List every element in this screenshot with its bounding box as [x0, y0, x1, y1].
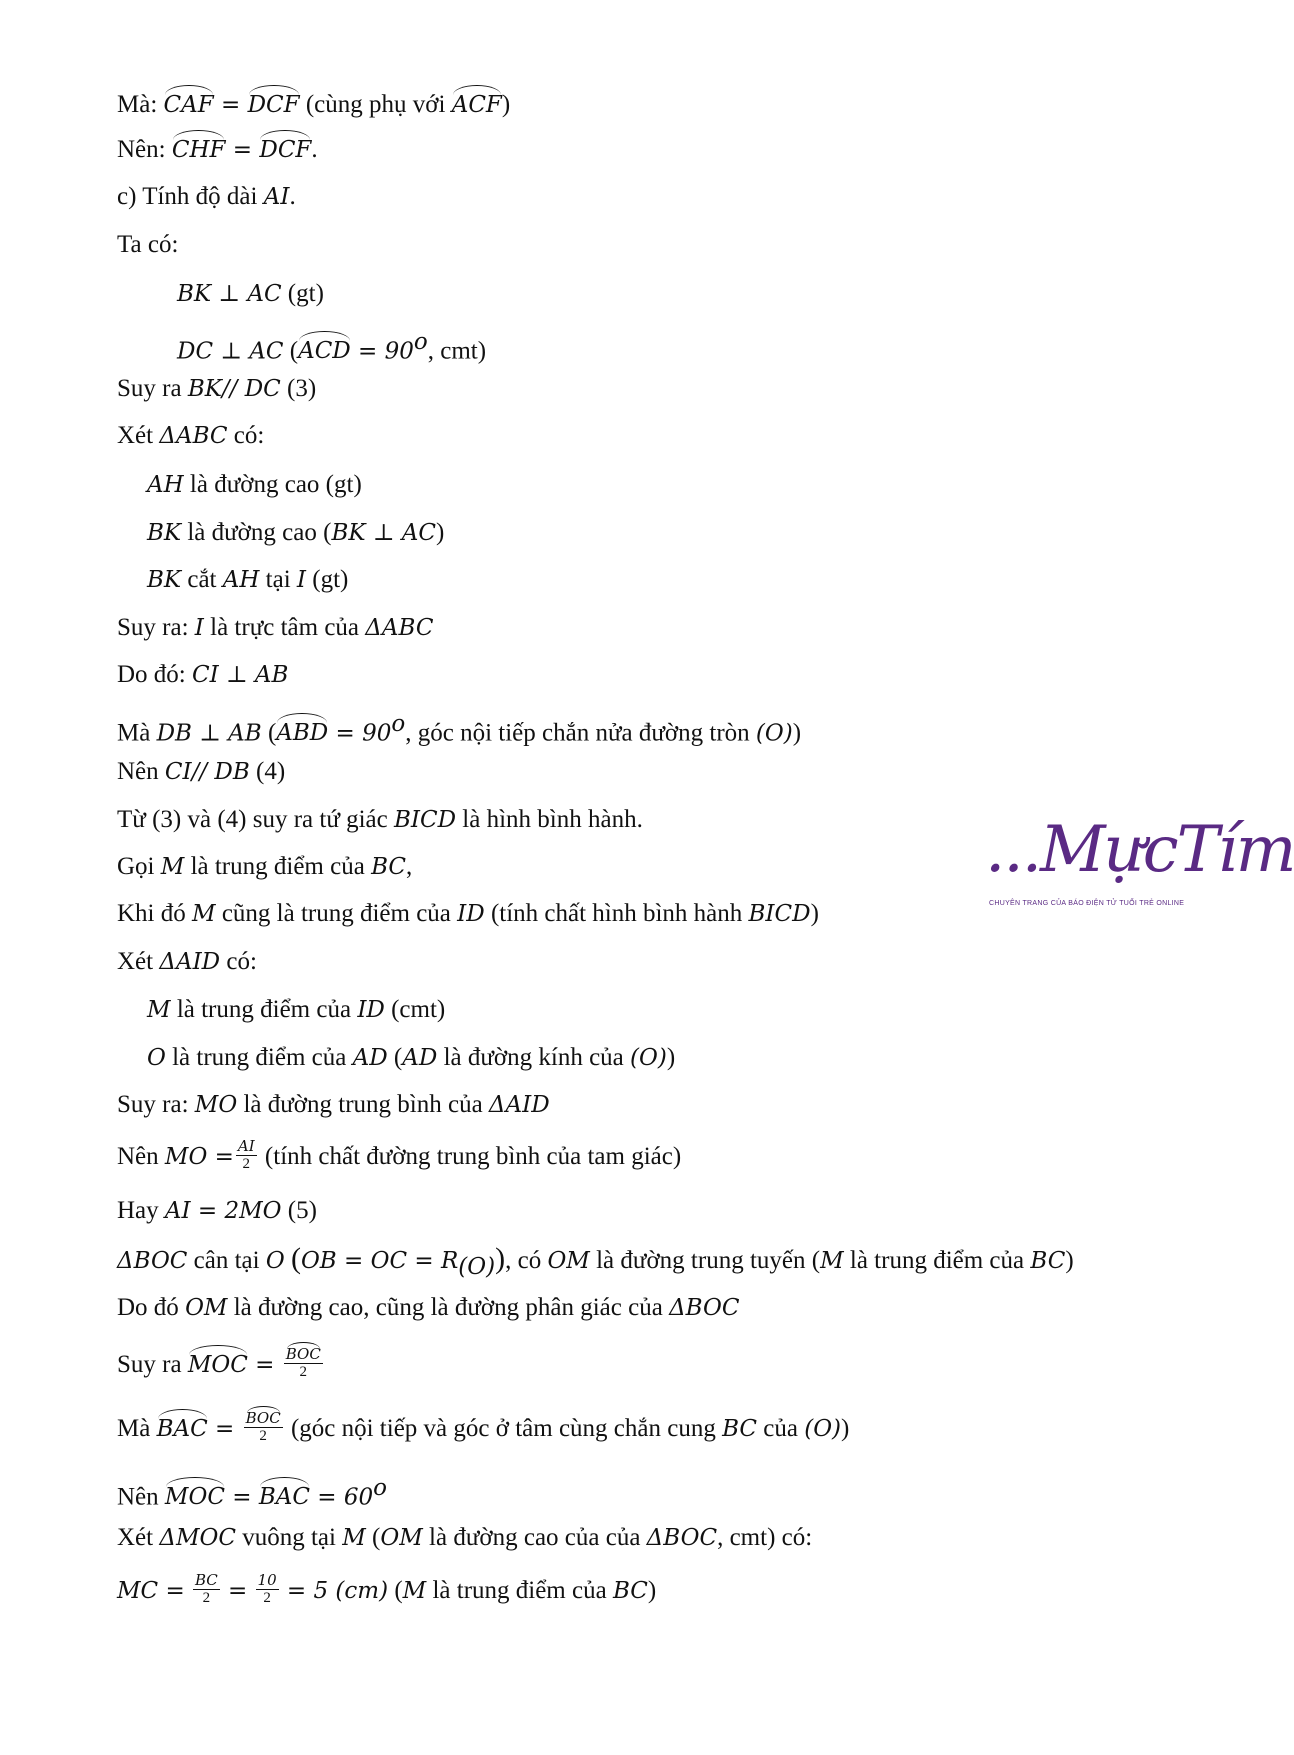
text-line: Mà BAC = $\frac{\text{BOC}}{2}$ (góc nội tiếp và góc ở tâm cùng chắn cung BC của (O))	[117, 1409, 850, 1444]
fraction: $\frac{AI}{2}$	[237, 1137, 255, 1172]
text-line: Xét ΔAID có:	[117, 948, 257, 975]
text-line: Nên CI// DB (4)	[117, 758, 286, 785]
text-line: Suy ra: I là trực tâm của ΔABC	[117, 614, 434, 641]
section-heading: c) Tính độ dài AI.	[117, 183, 296, 210]
text-line: BK là đường cao (BK ⊥ AC)	[147, 519, 445, 546]
text-line: Mà DB ⊥ AB ($ABD = 90^o$, góc nội tiếp chắn nửa đường tròn (O))	[117, 711, 802, 747]
text-line: Gọi M là trung điểm của BC,	[117, 853, 413, 880]
text-line: AH là đường cao (gt)	[147, 471, 362, 498]
logo-wordmark: ...MựcTím	[985, 813, 1294, 887]
text-line: Do đó OM là đường cao, cũng là đường phân giác của ΔBOC	[117, 1294, 740, 1321]
text-line: Nên MO = $\frac{AI}{2}$ (tính chất đường trung bình của tam giác)	[117, 1137, 682, 1172]
text-line: Mà: CAF = DCF (cùng phụ với ACF)	[117, 91, 511, 118]
text-line: MC = $\frac{BC}{2}$ = $\frac{10}{2}$ = 5 (cm) (M là trung điểm của BC)	[117, 1571, 657, 1606]
text-line: M là trung điểm của ID (cmt)	[147, 996, 446, 1023]
text-line: Từ (3) và (4) suy ra tứ giác BICD là hình bình hành.	[117, 806, 643, 833]
text-line: BK ⊥ AC (gt)	[177, 280, 324, 307]
fraction: $\frac{BC}{2}$	[194, 1571, 218, 1606]
text-line: Xét ΔMOC vuông tại M (OM là đường cao của của ΔBOC, cmt) có:	[117, 1524, 813, 1551]
logo-tagline: CHUYÊN TRANG CỦA BÁO ĐIỆN TỬ TUỔI TRẺ ONLINE	[989, 900, 1185, 907]
fraction: $\frac{\text{BOC}}{2}$	[285, 1345, 321, 1380]
fraction: $\frac{\text{BOC}}{2}$	[245, 1409, 281, 1444]
text-line: Xét ΔABC có:	[117, 422, 265, 449]
text-line: Ta có:	[117, 231, 179, 258]
text-line: Nên: CHF = DCF.	[117, 136, 318, 163]
text-line: ΔBOC cân tại O (OB = OC = $R_{(O)}$), có OM là đường trung tuyến (M là trung điểm của BC)	[117, 1242, 1074, 1280]
text-line: Do đó: CI ⊥ AB	[117, 661, 289, 688]
text-line: O là trung điểm của AD (AD là đường kính của (O))	[147, 1044, 676, 1071]
muctim-logo	[985, 813, 1294, 915]
text-line: Suy ra: MO là đường trung bình của ΔAID	[117, 1091, 550, 1118]
text-line: BK cắt AH tại I (gt)	[147, 566, 349, 593]
text-line: Suy ra BK// DC (3)	[117, 375, 317, 402]
text-line: DC ⊥ AC ($ACD = 90^o$, cmt)	[177, 329, 487, 365]
text-line: Hay AI = 2MO (5)	[117, 1197, 317, 1224]
text-line: Nên MOC = BAC = $60^o$	[117, 1475, 387, 1511]
text-line: Suy ra MOC = $\frac{\text{BOC}}{2}$	[117, 1345, 321, 1380]
text-line: Khi đó M cũng là trung điểm của ID (tính chất hình bình hành BICD)	[117, 900, 819, 927]
fraction: $\frac{10}{2}$	[257, 1571, 277, 1606]
